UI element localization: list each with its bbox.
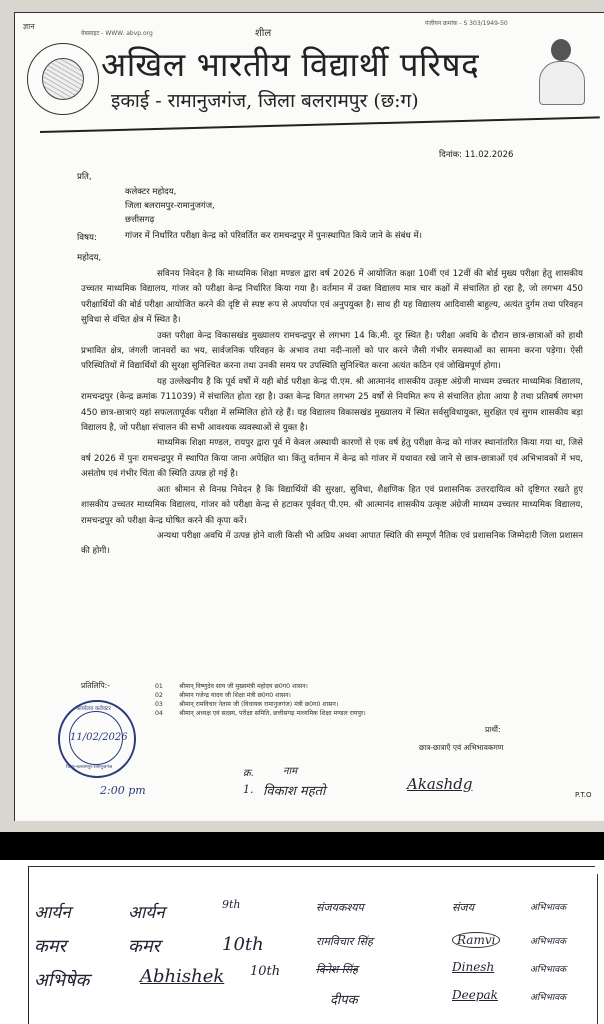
vivekananda-portrait: [535, 39, 587, 105]
guardian-name: दिनेश सिंह: [316, 963, 358, 976]
letter-body: [81, 267, 583, 675]
applicant-label: प्रार्थी:: [485, 725, 501, 734]
body-paragraph: माध्यमिक शिक्षा मण्डल, रायपुर द्वारा पूर्व में केवल अस्थायी कारणों से एक वर्ष हेतु परीक्षा केन्द्र को गांजर स्थानांतरित किया गया था, जिसे वर्ष 2026 में पुनः रामचन्द्रपुर में स्थापित किया जाना अपेक्षित था। किंतु वर्तमान में केन्द्र को गांजर में यथावत रखे जाने से छात्र-छात्राओं एवं अभिभावकों में भय, असंतोष एवं गंभीर चिंता की स्थिति उत्पन्न हो गई है।: [81, 438, 583, 480]
abvp-logo: [27, 43, 99, 115]
page-gap: [0, 832, 604, 860]
top-left-mark: ज्ञान: [23, 22, 35, 31]
salutation: महोदय,: [77, 253, 102, 263]
stamp-time: 2:00 pm: [100, 784, 146, 797]
recipient-block: [125, 185, 215, 227]
student-name: अभिषेक: [34, 970, 90, 991]
body-paragraph: उक्त परीक्षा केन्द्र विकासखंड मुख्यालय रामचन्द्रपुर से लगभग 14 कि.मी. दूर स्थित है। परीक्षा अवधि के दौरान छात्र-छात्राओं को हाथी प्रभावित क्षेत्र, जंगली जानवरों का भय, सार्वजनिक परिवहन के अभाव तथा नदी-नालों को पार करने जैसी गंभीर समस्याओं का सामना करना पड़ेगा। ऐसी परिस्थितियों में विद्यार्थियों की सुरक्षा सुनिश्चित करना तथा उनकी समय पर उपस्थिति सुनिश्चित करना अत्यंत कठिन एवं जोखिमपूर्ण होगा।: [81, 330, 583, 372]
guardian-signature: Dinesh: [452, 960, 495, 974]
page-2-right-border: [597, 874, 598, 1024]
guardian-name: दीपक: [330, 993, 358, 1008]
guardian-role: अभिभावक: [530, 937, 567, 947]
cc-list: [155, 682, 575, 718]
subject-label: विषय:: [77, 233, 97, 243]
signatory-header-name: नाम: [283, 766, 298, 777]
collector-receipt-stamp: [58, 700, 136, 778]
cc-number: 04: [155, 710, 163, 717]
cc-text: श्रीमान् अध्यक्ष एवं सदस्य, परीक्षा समिति, छत्तीसगढ़ माध्यमिक शिक्षा मण्डल रायपुर।: [179, 710, 366, 717]
guardian-signature: Deepak: [452, 988, 498, 1002]
body-paragraph: यह उल्लेखनीय है कि पूर्व वर्षों में यही बोर्ड परीक्षा केन्द्र पी.एम. श्री आत्मानंद शासकीय उत्कृष्ट अंग्रेजी माध्यम उच्चतर माध्यमिक विद्यालय, रामचन्द्रपुर (केन्द्र क्रमांक 711039) में संचालित होता रहा है। उक्त केन्द्र विगत लगभग 25 वर्षों से नियमित रूप से संचालित होता आया है तथा प्रतिवर्ष लगभग 450 छात्र-छात्राएं यहां सफलतापूर्वक परीक्षा में सम्मिलित होते रहे हैं। यह विद्यालय विकासखंड मुख्यालय में स्थित सर्वसुविधायुक्त, सुरक्षित एवं सुगम शासकीय बड़ा विद्यालय है, जो परीक्षा संचालन की सभी आवश्यक व्यवस्थाओं से युक्त है।: [81, 376, 583, 434]
guardian-role: अभिभावक: [530, 993, 567, 1003]
recipient-line: कलेक्टर महोदय,: [125, 187, 177, 197]
guardian-role: अभिभावक: [530, 965, 567, 975]
letter-date: दिनांक: 11.02.2026: [439, 150, 514, 160]
portrait-head-icon: [551, 39, 571, 61]
website-text: वेबसाइट - WWW. abvp.org: [81, 30, 153, 37]
header-divider: [40, 116, 600, 133]
stamp-district: जिला-बलरामपुर-रामानुजगंज: [66, 765, 113, 770]
cc-label: प्रतिलिपि:-: [81, 681, 110, 690]
cc-text: श्रीमान् रामविचार नेताम जी (विधायक रामानुजगंज) मंत्री छ0ग0 शासन।: [179, 701, 339, 708]
cc-text: श्रीमान् विष्णुदेव साय जी मुख्यमंत्री महोदय छ0ग0 शासन।: [179, 683, 308, 690]
guardian-name: रामविचार सिंह: [316, 935, 373, 948]
student-class: 10th: [222, 934, 264, 955]
to-label: प्रति,: [77, 172, 92, 182]
recipient-line: छत्तीसगढ़: [125, 215, 155, 225]
signatory-header-no: क्र.: [243, 768, 254, 779]
guardian-name: संजयकश्यप: [316, 901, 364, 914]
cc-number: 02: [155, 692, 163, 699]
cc-item: [155, 691, 575, 700]
signatory-name: विकाश महतो: [263, 784, 326, 799]
student-name: आर्यन: [34, 903, 71, 923]
stamp-office: कार्यालय कलेक्टर: [76, 706, 111, 712]
student-signature: Abhishek: [140, 966, 225, 987]
cc-item: [155, 709, 575, 718]
cc-item: [155, 700, 575, 709]
body-paragraph: अन्यथा परीक्षा अवधि में उत्पन्न होने वाली किसी भी अप्रिय अथवा आपात स्थिति की सम्पूर्ण नैतिक एवं प्रशासनिक जिम्मेदारी जिला प्रशासन की होगी।: [81, 530, 583, 557]
student-signature: आर्यन: [128, 903, 165, 923]
portrait-body-icon: [539, 61, 585, 105]
guardian-signature: संजय: [452, 901, 474, 914]
applicant-group: छात्र-छात्राएँ एवं अभिभावकगण: [419, 743, 504, 752]
student-class: 10th: [250, 964, 281, 979]
page-2-border: [28, 866, 595, 1024]
unit-line: इकाई - रामानुजगंज, जिला बलरामपुर (छ:ग): [111, 90, 419, 112]
motto-text: शील: [255, 28, 272, 39]
signature-page-2: [0, 860, 604, 1024]
org-name: अखिल भारतीय विद्यार्थी परिषद: [101, 45, 480, 84]
stamp-date: 11/02/2026: [70, 732, 128, 743]
signatory-no: 1.: [243, 783, 254, 796]
body-paragraph: अतः श्रीमान से विनम्र निवेदन है कि विद्यार्थियों की सुरक्षा, सुविधा, शैक्षणिक हित एवं प्रशासनिक उत्तरदायित्व को दृष्टिगत रखते हुए शासकीय उच्चतर माध्यमिक विद्यालय, गांजर को परीक्षा केन्द्र से हटाकर पूर्ववत् पी.एम. श्री आत्मानंद शासकीय उत्कृष्ट अंग्रेजी माध्यम उच्चतर माध्यमिक विद्यालय, रामचन्द्रपुर को परीक्षा केन्द्र घोषित करने की कृपा करें।: [81, 484, 583, 526]
logo-emblem-icon: [42, 58, 84, 100]
cc-item: [155, 682, 575, 691]
student-class: 9th: [222, 898, 241, 911]
guardian-role: अभिभावक: [530, 903, 567, 913]
cc-number: 03: [155, 701, 163, 708]
cc-text: श्रीमान गजेन्द्र यादव जी शिक्षा मंत्री छ0ग0 शासन।: [179, 692, 291, 699]
student-signature: कमर: [128, 936, 160, 957]
signatory-signature: Akashdg: [407, 775, 473, 793]
registration-number: पंजीयन क्रमांक - S 303/1949-50: [425, 20, 508, 27]
guardian-signature: Ramvi: [452, 932, 500, 948]
subject-text: गांजर में निर्धारित परीक्षा केन्द्र को परिवर्तित कर रामचन्द्रपुर में पुनःस्थापित किये जाने के संबंध में।: [125, 231, 422, 241]
recipient-line: जिला बलरामपुर-रामानुजगंज,: [125, 201, 215, 211]
cc-number: 01: [155, 683, 163, 690]
student-name: कमर: [34, 936, 66, 957]
pto-label: P.T.O: [575, 791, 592, 799]
body-paragraph: सविनय निवेदन है कि माध्यमिक शिक्षा मण्डल द्वारा वर्ष 2026 में आयोजित कक्षा 10वीं एवं 12वीं की बोर्ड मुख्य परीक्षा हेतु शासकीय उच्चतर माध्यमिक विद्यालय, गांजर को परीक्षा केन्द्र निर्धारित किया गया है। वर्तमान में उक्त विद्यालय मात्र चार कक्षों में संचालित हो रहा है, जो लगभग 450 परीक्षार्थियों की बोर्ड परीक्षा आयोजित करने की दृष्टि से स्पष्ट रूप से अपर्याप्त एवं अनुपयुक्त है। साथ ही यह विद्यालय आदिवासी बाहुल्य, अत्यंत दुर्गम तथा परिवहन सुविधा से वंचित क्षेत्र में स्थित है।: [81, 269, 583, 326]
